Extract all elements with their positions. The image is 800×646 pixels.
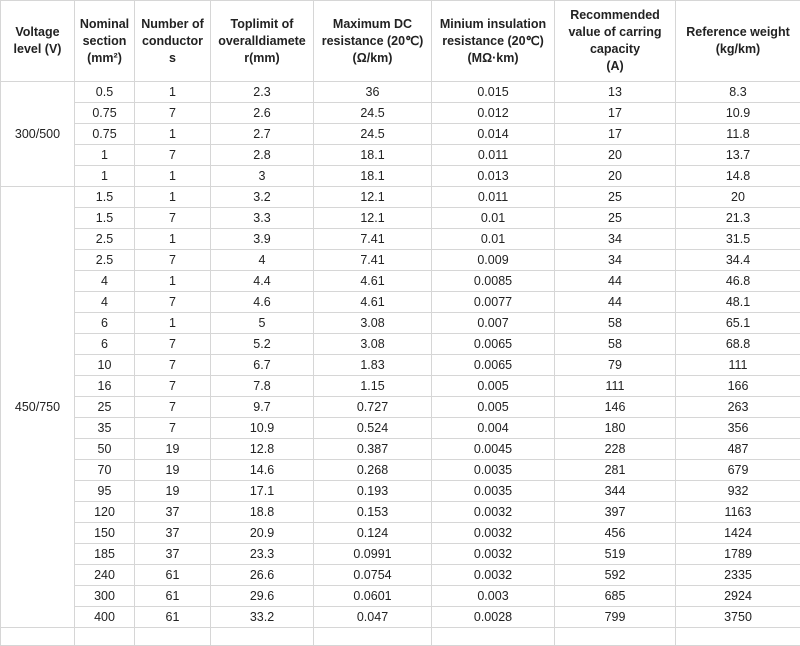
overall-diameter-cell: 2.3 <box>211 82 314 103</box>
carrying-capacity-cell: 799 <box>555 607 676 628</box>
insulation-resistance-cell: 0.004 <box>432 418 555 439</box>
insulation-resistance-cell: 0.0032 <box>432 544 555 565</box>
dc-resistance-header <box>314 1 432 82</box>
dc-resistance-cell: 1.15 <box>314 376 432 397</box>
header-line: resistance (20℃) <box>322 34 424 48</box>
insulation-resistance-cell: 0.011 <box>432 145 555 166</box>
insulation-resistance-cell: 0.0045 <box>432 439 555 460</box>
carrying-capacity-cell: 13 <box>555 82 676 103</box>
nominal-section-cell: 10 <box>75 355 135 376</box>
conductor-count-cell: 7 <box>135 208 211 229</box>
nominal-section-cell: 2.5 <box>75 250 135 271</box>
dc-resistance-cell: 0.047 <box>314 607 432 628</box>
carrying-capacity-cell: 592 <box>555 565 676 586</box>
header-line: s <box>169 51 176 65</box>
conductor-count-cell: 1 <box>135 313 211 334</box>
carrying-capacity-cell: 180 <box>555 418 676 439</box>
overall-diameter-cell: 4.6 <box>211 292 314 313</box>
table-row <box>1 166 800 187</box>
reference-weight-cell: 34.4 <box>676 250 800 271</box>
conductor-count-cell: 7 <box>135 355 211 376</box>
table-row <box>1 334 800 355</box>
overall-diameter-cell: 29.6 <box>211 586 314 607</box>
reference-weight-cell: 679 <box>676 460 800 481</box>
carrying-capacity-cell: 20 <box>555 145 676 166</box>
table-row <box>1 502 800 523</box>
overall-diameter-cell: 7.8 <box>211 376 314 397</box>
insulation-resistance-cell: 0.014 <box>432 124 555 145</box>
nominal-section-cell: 35 <box>75 418 135 439</box>
overall-diameter-cell: 9.7 <box>211 397 314 418</box>
conductor-count-cell: 1 <box>135 166 211 187</box>
voltage-level-header <box>1 1 75 82</box>
empty-cell <box>1 628 75 646</box>
overall-diameter-cell: 20.9 <box>211 523 314 544</box>
conductor-count-cell: 7 <box>135 376 211 397</box>
table-row <box>1 523 800 544</box>
overall-diameter-cell: 2.7 <box>211 124 314 145</box>
overall-diameter-cell: 12.8 <box>211 439 314 460</box>
dc-resistance-cell: 0.0991 <box>314 544 432 565</box>
carrying-capacity-cell: 25 <box>555 208 676 229</box>
table-row <box>1 397 800 418</box>
nominal-section-cell: 0.75 <box>75 103 135 124</box>
header-line: overalldiamete <box>218 34 306 48</box>
nominal-section-cell: 150 <box>75 523 135 544</box>
overall-diameter-cell: 3.3 <box>211 208 314 229</box>
reference-weight-cell: 932 <box>676 481 800 502</box>
nominal-section-cell: 2.5 <box>75 229 135 250</box>
conductor-count-cell: 7 <box>135 292 211 313</box>
conductor-count-cell: 61 <box>135 565 211 586</box>
nominal-section-cell: 1.5 <box>75 208 135 229</box>
conductor-count-cell: 19 <box>135 439 211 460</box>
nominal-section-cell: 4 <box>75 292 135 313</box>
dc-resistance-cell: 24.5 <box>314 103 432 124</box>
reference-weight-cell: 111 <box>676 355 800 376</box>
dc-resistance-cell: 0.124 <box>314 523 432 544</box>
conductor-count-cell: 7 <box>135 250 211 271</box>
nominal-section-cell: 120 <box>75 502 135 523</box>
conductor-count-cell: 61 <box>135 607 211 628</box>
conductor-count-cell: 61 <box>135 586 211 607</box>
reference-weight-header <box>676 1 800 82</box>
carrying-capacity-cell: 397 <box>555 502 676 523</box>
nominal-section-cell: 50 <box>75 439 135 460</box>
overall-diameter-cell: 5.2 <box>211 334 314 355</box>
insulation-resistance-cell: 0.005 <box>432 397 555 418</box>
carrying-capacity-cell: 20 <box>555 166 676 187</box>
reference-weight-cell: 13.7 <box>676 145 800 166</box>
table-row <box>1 376 800 397</box>
insulation-resistance-cell: 0.01 <box>432 208 555 229</box>
dc-resistance-cell: 18.1 <box>314 166 432 187</box>
conductor-count-cell: 19 <box>135 481 211 502</box>
overall-diameter-cell: 4 <box>211 250 314 271</box>
table-row <box>1 544 800 565</box>
reference-weight-cell: 1789 <box>676 544 800 565</box>
dc-resistance-cell: 7.41 <box>314 229 432 250</box>
conductor-count-cell: 37 <box>135 502 211 523</box>
overall-diameter-header <box>211 1 314 82</box>
insulation-resistance-header <box>432 1 555 82</box>
header-line: Maximum DC <box>333 17 412 31</box>
carrying-capacity-cell: 25 <box>555 187 676 208</box>
reference-weight-cell: 31.5 <box>676 229 800 250</box>
conductor-count-cell: 37 <box>135 523 211 544</box>
nominal-section-cell: 0.75 <box>75 124 135 145</box>
insulation-resistance-cell: 0.0077 <box>432 292 555 313</box>
insulation-resistance-cell: 0.0032 <box>432 565 555 586</box>
header-line: r(mm) <box>244 51 279 65</box>
insulation-resistance-cell: 0.0085 <box>432 271 555 292</box>
dc-resistance-cell: 0.524 <box>314 418 432 439</box>
carrying-capacity-cell: 344 <box>555 481 676 502</box>
insulation-resistance-cell: 0.0028 <box>432 607 555 628</box>
overall-diameter-cell: 14.6 <box>211 460 314 481</box>
reference-weight-cell: 11.8 <box>676 124 800 145</box>
table-row <box>1 145 800 166</box>
nominal-section-cell: 70 <box>75 460 135 481</box>
conductor-count-cell: 7 <box>135 397 211 418</box>
dc-resistance-cell: 0.153 <box>314 502 432 523</box>
nominal-section-cell: 240 <box>75 565 135 586</box>
dc-resistance-cell: 3.08 <box>314 313 432 334</box>
header-line: (Ω/km) <box>353 51 393 65</box>
overall-diameter-cell: 2.8 <box>211 145 314 166</box>
insulation-resistance-cell: 0.005 <box>432 376 555 397</box>
empty-cell <box>676 628 800 646</box>
header-line: Number of <box>141 17 204 31</box>
overall-diameter-cell: 6.7 <box>211 355 314 376</box>
conductor-count-header <box>135 1 211 82</box>
overall-diameter-cell: 10.9 <box>211 418 314 439</box>
nominal-section-cell: 400 <box>75 607 135 628</box>
dc-resistance-cell: 12.1 <box>314 208 432 229</box>
carrying-capacity-cell: 44 <box>555 271 676 292</box>
overall-diameter-cell: 4.4 <box>211 271 314 292</box>
insulation-resistance-cell: 0.011 <box>432 187 555 208</box>
nominal-section-cell: 1.5 <box>75 187 135 208</box>
dc-resistance-cell: 1.83 <box>314 355 432 376</box>
carrying-capacity-cell: 79 <box>555 355 676 376</box>
nominal-section-cell: 6 <box>75 313 135 334</box>
header-line: (kg/km) <box>716 42 760 56</box>
dc-resistance-cell: 4.61 <box>314 271 432 292</box>
header-line: (A) <box>606 59 623 73</box>
conductor-count-cell: 7 <box>135 334 211 355</box>
insulation-resistance-cell: 0.009 <box>432 250 555 271</box>
overall-diameter-cell: 17.1 <box>211 481 314 502</box>
table-row <box>1 439 800 460</box>
dc-resistance-cell: 7.41 <box>314 250 432 271</box>
nominal-section-cell: 4 <box>75 271 135 292</box>
reference-weight-cell: 1424 <box>676 523 800 544</box>
overall-diameter-cell: 3 <box>211 166 314 187</box>
carrying-capacity-cell: 17 <box>555 124 676 145</box>
reference-weight-cell: 20 <box>676 187 800 208</box>
dc-resistance-cell: 0.0754 <box>314 565 432 586</box>
carrying-capacity-cell: 58 <box>555 313 676 334</box>
dc-resistance-cell: 0.268 <box>314 460 432 481</box>
reference-weight-cell: 2335 <box>676 565 800 586</box>
carrying-capacity-cell: 685 <box>555 586 676 607</box>
table-row <box>1 481 800 502</box>
table-row <box>1 565 800 586</box>
conductor-count-cell: 1 <box>135 82 211 103</box>
header-line: (mm²) <box>87 51 122 65</box>
dc-resistance-cell: 36 <box>314 82 432 103</box>
conductor-count-cell: 19 <box>135 460 211 481</box>
carrying-capacity-cell: 111 <box>555 376 676 397</box>
voltage-level-cell: 300/500 <box>1 82 75 187</box>
nominal-section-cell: 0.5 <box>75 82 135 103</box>
reference-weight-cell: 65.1 <box>676 313 800 334</box>
table-row <box>1 460 800 481</box>
header-row <box>1 1 800 82</box>
dc-resistance-cell: 0.727 <box>314 397 432 418</box>
insulation-resistance-cell: 0.007 <box>432 313 555 334</box>
reference-weight-cell: 3750 <box>676 607 800 628</box>
dc-resistance-cell: 3.08 <box>314 334 432 355</box>
table-row <box>1 292 800 313</box>
dc-resistance-cell: 12.1 <box>314 187 432 208</box>
header-line: Reference weight <box>686 25 790 39</box>
reference-weight-cell: 68.8 <box>676 334 800 355</box>
carrying-capacity-cell: 146 <box>555 397 676 418</box>
empty-cell <box>555 628 676 646</box>
insulation-resistance-cell: 0.013 <box>432 166 555 187</box>
conductor-count-cell: 1 <box>135 271 211 292</box>
carrying-capacity-cell: 456 <box>555 523 676 544</box>
table-row <box>1 103 800 124</box>
reference-weight-cell: 166 <box>676 376 800 397</box>
carrying-capacity-cell: 519 <box>555 544 676 565</box>
carrying-capacity-cell: 228 <box>555 439 676 460</box>
conductor-count-cell: 37 <box>135 544 211 565</box>
overall-diameter-cell: 18.8 <box>211 502 314 523</box>
table-row <box>1 418 800 439</box>
insulation-resistance-cell: 0.015 <box>432 82 555 103</box>
empty-cell <box>211 628 314 646</box>
reference-weight-cell: 10.9 <box>676 103 800 124</box>
dc-resistance-cell: 0.0601 <box>314 586 432 607</box>
header-line: Minium insulation <box>440 17 546 31</box>
reference-weight-cell: 263 <box>676 397 800 418</box>
overall-diameter-cell: 3.9 <box>211 229 314 250</box>
carrying-capacity-cell: 281 <box>555 460 676 481</box>
insulation-resistance-cell: 0.0065 <box>432 355 555 376</box>
reference-weight-cell: 21.3 <box>676 208 800 229</box>
carrying-capacity-cell: 44 <box>555 292 676 313</box>
header-line: Voltage <box>15 25 59 39</box>
table-row <box>1 250 800 271</box>
table-row <box>1 229 800 250</box>
dc-resistance-cell: 4.61 <box>314 292 432 313</box>
conductor-count-cell: 1 <box>135 229 211 250</box>
empty-cell <box>432 628 555 646</box>
overall-diameter-cell: 2.6 <box>211 103 314 124</box>
header-line: resistance (20℃) <box>442 34 544 48</box>
reference-weight-cell: 2924 <box>676 586 800 607</box>
reference-weight-cell: 46.8 <box>676 271 800 292</box>
carrying-capacity-cell: 58 <box>555 334 676 355</box>
empty-cell <box>314 628 432 646</box>
carrying-capacity-header <box>555 1 676 82</box>
insulation-resistance-cell: 0.0035 <box>432 460 555 481</box>
nominal-section-cell: 1 <box>75 145 135 166</box>
header-line: conductor <box>142 34 203 48</box>
empty-cell <box>135 628 211 646</box>
overall-diameter-cell: 33.2 <box>211 607 314 628</box>
table-row <box>1 82 800 103</box>
conductor-count-cell: 7 <box>135 418 211 439</box>
nominal-section-header <box>75 1 135 82</box>
header-line: Nominal <box>80 17 129 31</box>
dc-resistance-cell: 18.1 <box>314 145 432 166</box>
insulation-resistance-cell: 0.01 <box>432 229 555 250</box>
table-row <box>1 355 800 376</box>
nominal-section-cell: 185 <box>75 544 135 565</box>
reference-weight-cell: 356 <box>676 418 800 439</box>
insulation-resistance-cell: 0.012 <box>432 103 555 124</box>
table-row <box>1 271 800 292</box>
empty-cell <box>75 628 135 646</box>
reference-weight-cell: 14.8 <box>676 166 800 187</box>
insulation-resistance-cell: 0.0035 <box>432 481 555 502</box>
insulation-resistance-cell: 0.003 <box>432 586 555 607</box>
nominal-section-cell: 95 <box>75 481 135 502</box>
conductor-count-cell: 1 <box>135 124 211 145</box>
overall-diameter-cell: 23.3 <box>211 544 314 565</box>
dc-resistance-cell: 0.387 <box>314 439 432 460</box>
header-line: section <box>83 34 127 48</box>
overall-diameter-cell: 5 <box>211 313 314 334</box>
reference-weight-cell: 48.1 <box>676 292 800 313</box>
table-row <box>1 124 800 145</box>
header-line: value of carring <box>568 25 661 39</box>
table-row <box>1 208 800 229</box>
dc-resistance-cell: 24.5 <box>314 124 432 145</box>
carrying-capacity-cell: 17 <box>555 103 676 124</box>
nominal-section-cell: 25 <box>75 397 135 418</box>
insulation-resistance-cell: 0.0032 <box>432 523 555 544</box>
carrying-capacity-cell: 34 <box>555 229 676 250</box>
conductor-count-cell: 1 <box>135 187 211 208</box>
overall-diameter-cell: 3.2 <box>211 187 314 208</box>
overall-diameter-cell: 26.6 <box>211 565 314 586</box>
voltage-level-cell: 450/750 <box>1 187 75 628</box>
header-line: (MΩ·km) <box>468 51 519 65</box>
insulation-resistance-cell: 0.0065 <box>432 334 555 355</box>
reference-weight-cell: 1163 <box>676 502 800 523</box>
nominal-section-cell: 300 <box>75 586 135 607</box>
table-body <box>1 82 800 646</box>
empty-row <box>1 628 800 646</box>
table-row <box>1 187 800 208</box>
nominal-section-cell: 6 <box>75 334 135 355</box>
carrying-capacity-cell: 34 <box>555 250 676 271</box>
dc-resistance-cell: 0.193 <box>314 481 432 502</box>
conductor-count-cell: 7 <box>135 145 211 166</box>
insulation-resistance-cell: 0.0032 <box>432 502 555 523</box>
table-row <box>1 586 800 607</box>
nominal-section-cell: 16 <box>75 376 135 397</box>
header-line: Toplimit of <box>231 17 294 31</box>
conductor-count-cell: 7 <box>135 103 211 124</box>
reference-weight-cell: 8.3 <box>676 82 800 103</box>
nominal-section-cell: 1 <box>75 166 135 187</box>
header-line: capacity <box>590 42 640 56</box>
table-row <box>1 607 800 628</box>
header-line: Recommended <box>570 8 660 22</box>
reference-weight-cell: 487 <box>676 439 800 460</box>
table-row <box>1 313 800 334</box>
header-line: level (V) <box>14 42 62 56</box>
